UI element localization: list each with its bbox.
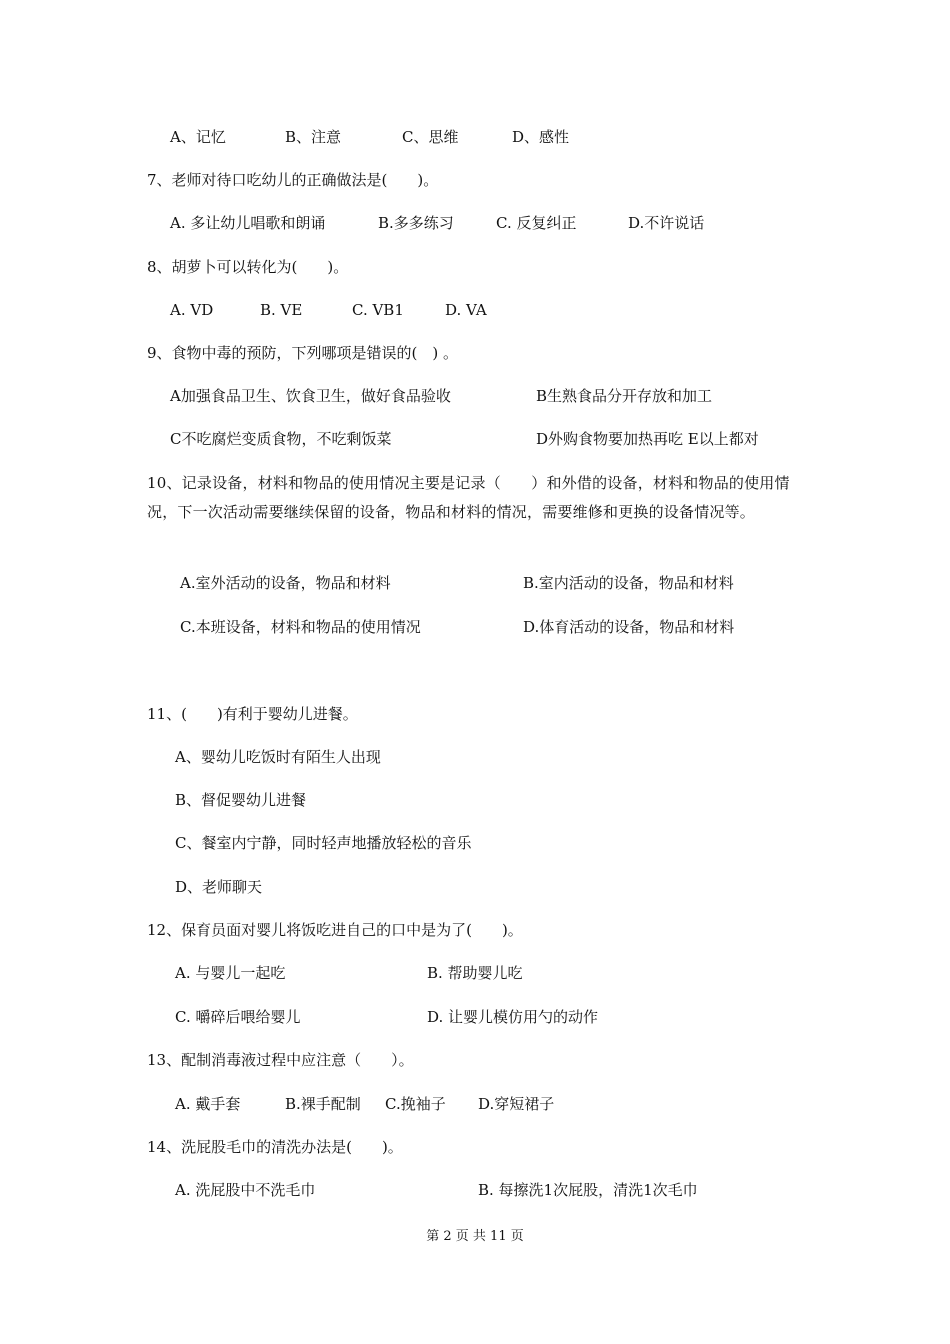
q8-stem: 8、胡萝卜可以转化为( )。 bbox=[147, 258, 349, 276]
q11-option-b: B、督促婴幼儿进餐 bbox=[175, 791, 307, 809]
q8-option-b: B. VE bbox=[260, 301, 303, 319]
q7-stem: 7、老师对待口吃幼儿的正确做法是( )。 bbox=[147, 171, 439, 189]
q8-option-d: D. VA bbox=[445, 301, 487, 319]
q7-option-c: C. 反复纠正 bbox=[496, 214, 577, 232]
q13-option-d: D.穿短裙子 bbox=[478, 1095, 555, 1113]
q14-option-b: B. 每擦洗1次屁股，清洗1次毛巾 bbox=[478, 1181, 698, 1199]
q7-option-d: D.不许说话 bbox=[628, 214, 705, 232]
q13-stem: 13、配制消毒液过程中应注意（ ）。 bbox=[147, 1051, 414, 1069]
q9-stem: 9、食物中毒的预防，下列哪项是错误的( ) 。 bbox=[147, 344, 459, 362]
q11-option-d: D、老师聊天 bbox=[175, 878, 263, 896]
q13-option-c: C.挽袖子 bbox=[385, 1095, 446, 1113]
q12-option-c: C. 嚼碎后喂给婴儿 bbox=[175, 1008, 301, 1026]
q11-stem: 11、( )有利于婴幼儿进餐。 bbox=[147, 705, 358, 723]
q7-option-a: A. 多让幼儿唱歌和朗诵 bbox=[170, 214, 326, 232]
q10-stem: 10、记录设备，材料和物品的使用情况主要是记录（ ）和外借的设备，材料和物品的使用情况，下一次活动需要继续保留的设备，物品和材料的情况，需要维修和更换的设备情况等。 bbox=[147, 474, 790, 521]
q11-option-c: C、餐室内宁静，同时轻声地播放轻松的音乐 bbox=[175, 834, 472, 852]
q10-option-a: A.室外活动的设备，物品和材料 bbox=[180, 574, 391, 592]
q6-option-c: C、思维 bbox=[402, 128, 459, 146]
q12-option-d: D. 让婴儿模仿用勺的动作 bbox=[427, 1008, 599, 1026]
q12-stem: 12、保育员面对婴儿将饭吃进自己的口中是为了( )。 bbox=[147, 921, 523, 939]
q8-option-a: A. VD bbox=[170, 301, 214, 319]
q12-option-a: A. 与婴儿一起吃 bbox=[175, 964, 286, 982]
q6-option-b: B、注意 bbox=[285, 128, 342, 146]
q10-option-c: C.本班设备，材料和物品的使用情况 bbox=[180, 618, 421, 636]
q6-option-d: D、感性 bbox=[512, 128, 570, 146]
q13-option-b: B.裸手配制 bbox=[285, 1095, 361, 1113]
q10-option-b: B.室内活动的设备，物品和材料 bbox=[523, 574, 734, 592]
q11-option-a: A、婴幼儿吃饭时有陌生人出现 bbox=[175, 748, 381, 766]
q14-option-a: A. 洗屁股中不洗毛巾 bbox=[175, 1181, 316, 1199]
q9-option-b: B生熟食品分开存放和加工 bbox=[536, 387, 713, 405]
q9-option-d: D外购食物要加热再吃 E以上都对 bbox=[536, 430, 759, 448]
q7-option-b: B.多多练习 bbox=[378, 214, 454, 232]
q12-option-b: B. 帮助婴儿吃 bbox=[427, 964, 523, 982]
q14-stem: 14、洗屁股毛巾的清洗办法是( )。 bbox=[147, 1138, 403, 1156]
q6-option-a: A、记忆 bbox=[170, 128, 226, 146]
page-footer: 第 2 页 共 11 页 bbox=[426, 1229, 524, 1244]
q9-option-c: C不吃腐烂变质食物，不吃剩饭菜 bbox=[170, 430, 392, 448]
q13-option-a: A. 戴手套 bbox=[175, 1095, 241, 1113]
q10-option-d: D.体育活动的设备，物品和材料 bbox=[523, 618, 735, 636]
q9-option-a: A加强食品卫生、饮食卫生，做好食品验收 bbox=[170, 387, 451, 405]
q8-option-c: C. VB1 bbox=[352, 301, 404, 319]
